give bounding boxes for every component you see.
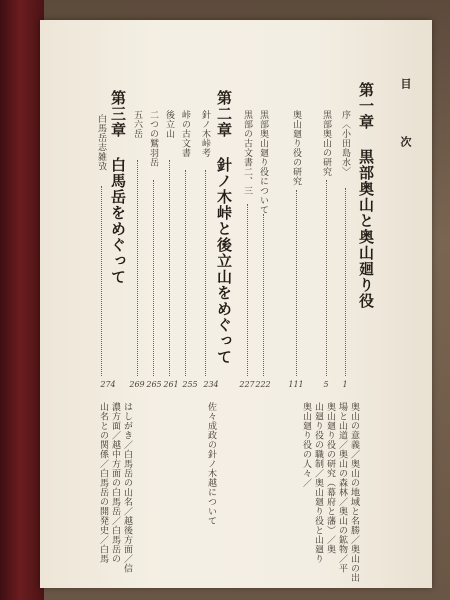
leader-1 (345, 188, 346, 376)
note-1-line-3: 奥山廻り役の研究（幕府と藩）／奥 (325, 402, 335, 554)
leader-11 (101, 186, 102, 376)
note-1-line-2: 場と山道／奥山の森林／奥山の鉱物／平 (337, 402, 347, 573)
page-num-8: 261 (163, 380, 179, 389)
toc-page (40, 20, 432, 588)
note-3-line-1: はしがき／白馬岳の山名／越後方面／信 (122, 402, 132, 573)
toc-entry-9: 二つの鷲羽岳 (148, 110, 158, 167)
chapter2-heading: 第二章 針ノ木峠と後立山をめぐって (215, 90, 233, 365)
note-1-line-4: 山廻り役の職制／奥山廻り役と山廻り (313, 402, 323, 564)
toc-entry-1: 序〈小田島水〉 (340, 110, 350, 177)
leader-8 (169, 160, 170, 376)
leader-3 (296, 190, 297, 376)
page-num-4: 222 (255, 380, 271, 389)
page-num-3: 111 (288, 380, 304, 389)
leader-10 (137, 160, 138, 376)
book-cover-edge (0, 0, 44, 600)
page-num-2: 5 (323, 380, 329, 389)
note-3-line-3: 山名との関係／白馬岳の開発史／白馬 (98, 402, 108, 564)
page-num-7: 255 (182, 380, 198, 389)
toc-entry-8: 後立山 (164, 110, 174, 139)
page-num-11: 274 (100, 380, 116, 389)
leader-7 (185, 170, 186, 376)
chapter1-heading: 第一章 黒部奥山と奥山廻り役 (357, 82, 375, 309)
toc-entry-10: 五六岳 (132, 110, 142, 139)
leader-4 (263, 214, 264, 376)
toc-entry-3: 奥山廻り役の研究 (291, 110, 301, 186)
page-num-1: 1 (342, 380, 348, 389)
note-3-line-2: 濃方面／越中方面の白馬岳／白馬岳の (110, 402, 120, 564)
page-num-10: 269 (129, 380, 145, 389)
toc-entry-2: 黒部奥山の研究 (321, 110, 331, 177)
page-num-9: 265 (146, 380, 162, 389)
toc-entry-11: 白馬岳志雑攷 (96, 114, 106, 171)
leader-2 (326, 180, 327, 376)
toc-entry-5: 黒部の古文書二、三 (242, 110, 252, 196)
leader-6 (205, 170, 206, 376)
toc-entry-4: 黒部奥山廻り役について (258, 110, 268, 215)
toc-title: 目 次 (399, 78, 412, 165)
leader-5 (247, 204, 248, 376)
toc-entry-7: 峠の古文書 (180, 110, 190, 158)
leader-9 (153, 180, 154, 376)
page-num-6: 234 (203, 380, 219, 389)
chapter3-heading: 第三章 白馬岳をめぐって (109, 90, 127, 285)
note-1-line-5: 奥山廻り役の人々／ (301, 402, 311, 488)
toc-entry-6: 針ノ木峠考 (200, 110, 210, 158)
note-1-line-1: 奥山の意義／奥山の地域と名勝／奥山の出 (349, 402, 359, 583)
page-num-5: 227 (239, 380, 255, 389)
note-2-line-1: 佐々成政の針ノ木越について (206, 402, 216, 526)
